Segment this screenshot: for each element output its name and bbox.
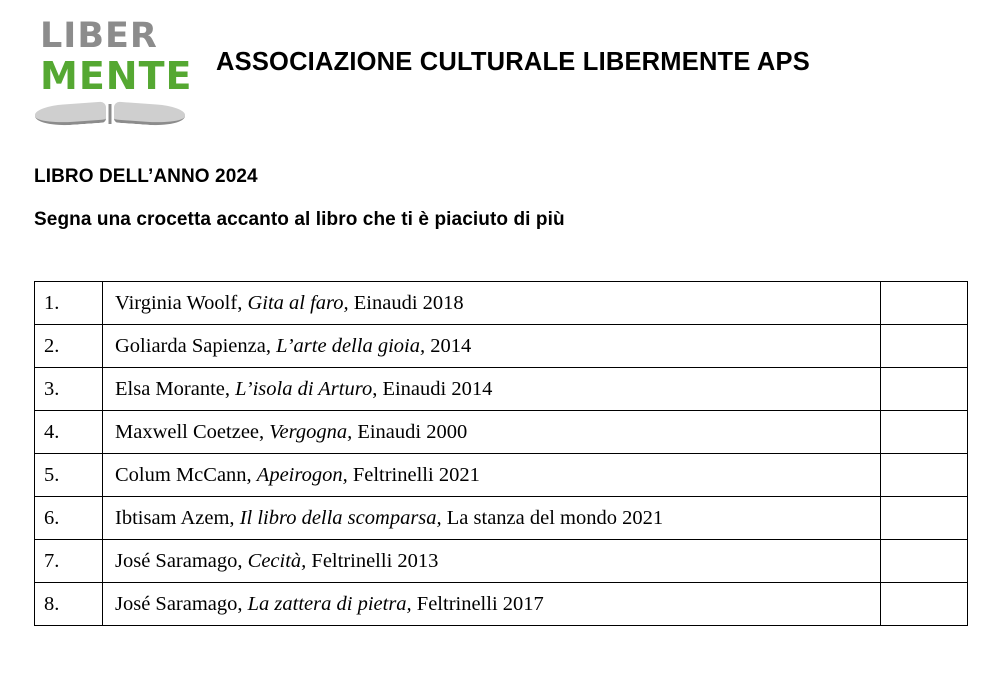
book-publisher: Feltrinelli 2017 xyxy=(411,592,544,615)
instruction-text: Segna una crocetta accanto al libro che ti è piaciuto di più xyxy=(34,209,565,230)
book-entry xyxy=(103,540,881,583)
row-number: 5. xyxy=(35,454,103,497)
book-title: Vergogna, xyxy=(269,420,353,443)
row-number: 7. xyxy=(35,540,103,583)
book-entry xyxy=(103,368,881,411)
book-entry xyxy=(103,411,881,454)
book-author: Virginia Woolf, xyxy=(115,291,248,314)
table-row xyxy=(35,497,968,540)
row-number: 3. xyxy=(35,368,103,411)
table-row xyxy=(35,282,968,325)
books-table-body xyxy=(35,282,968,626)
book-author: José Saramago, xyxy=(115,592,248,615)
book-spine xyxy=(109,104,112,124)
document-header xyxy=(0,0,1000,120)
libermente-logo xyxy=(34,15,193,119)
organization-title: ASSOCIAZIONE CULTURALE LIBERMENTE APS xyxy=(216,47,810,76)
book-publisher: Feltrinelli 2021 xyxy=(347,463,480,486)
logo-text-liber: LIBER xyxy=(40,16,158,56)
book-page-left xyxy=(35,102,106,128)
book-title: Cecità, xyxy=(247,549,307,572)
logo-text-mente: MENTE xyxy=(40,54,193,98)
checkbox-cell[interactable] xyxy=(881,282,968,325)
checkbox-cell[interactable] xyxy=(881,540,968,583)
table-row xyxy=(35,583,968,626)
book-title: Gita al faro, xyxy=(247,291,349,314)
book-page-right xyxy=(114,102,185,128)
row-number: 2. xyxy=(35,325,103,368)
book-entry xyxy=(103,454,881,497)
table-row xyxy=(35,368,968,411)
book-author: Colum McCann, xyxy=(115,463,257,486)
book-publisher: 2014 xyxy=(425,334,472,357)
book-publisher: La stanza del mondo 2021 xyxy=(441,506,664,529)
checkbox-cell[interactable] xyxy=(881,497,968,540)
book-author: Elsa Morante, xyxy=(115,377,236,400)
checkbox-cell[interactable] xyxy=(881,368,968,411)
book-entry xyxy=(103,325,881,368)
book-author: José Saramago, xyxy=(115,549,248,572)
page-title: LIBRO DELL’ANNO 2024 xyxy=(34,166,258,187)
row-number: 4. xyxy=(35,411,103,454)
book-publisher: Einaudi 2018 xyxy=(348,291,464,314)
row-number: 1. xyxy=(35,282,103,325)
table-row xyxy=(35,540,968,583)
book-publisher: Feltrinelli 2013 xyxy=(306,549,439,572)
book-entry xyxy=(103,282,881,325)
book-publisher: Einaudi 2000 xyxy=(352,420,468,443)
row-number: 8. xyxy=(35,583,103,626)
open-book-icon xyxy=(35,104,185,119)
row-number: 6. xyxy=(35,497,103,540)
checkbox-cell[interactable] xyxy=(881,583,968,626)
book-title: Il libro della scomparsa, xyxy=(239,506,442,529)
table-row xyxy=(35,454,968,497)
checkbox-cell[interactable] xyxy=(881,454,968,497)
book-title: Apeirogon, xyxy=(256,463,348,486)
book-title: La zattera di pietra, xyxy=(247,592,412,615)
book-author: Ibtisam Azem, xyxy=(115,506,240,529)
book-author: Goliarda Sapienza, xyxy=(115,334,277,357)
book-entry xyxy=(103,583,881,626)
book-title: L’isola di Arturo xyxy=(235,377,373,400)
book-author: Maxwell Coetzee, xyxy=(115,420,270,443)
table-row xyxy=(35,411,968,454)
table-row xyxy=(35,325,968,368)
book-publisher: , Einaudi 2014 xyxy=(372,377,493,400)
checkbox-cell[interactable] xyxy=(881,325,968,368)
books-table xyxy=(34,281,968,626)
intro-block xyxy=(34,166,1000,231)
checkbox-cell[interactable] xyxy=(881,411,968,454)
book-title: L’arte della gioia, xyxy=(276,334,426,357)
book-entry xyxy=(103,497,881,540)
